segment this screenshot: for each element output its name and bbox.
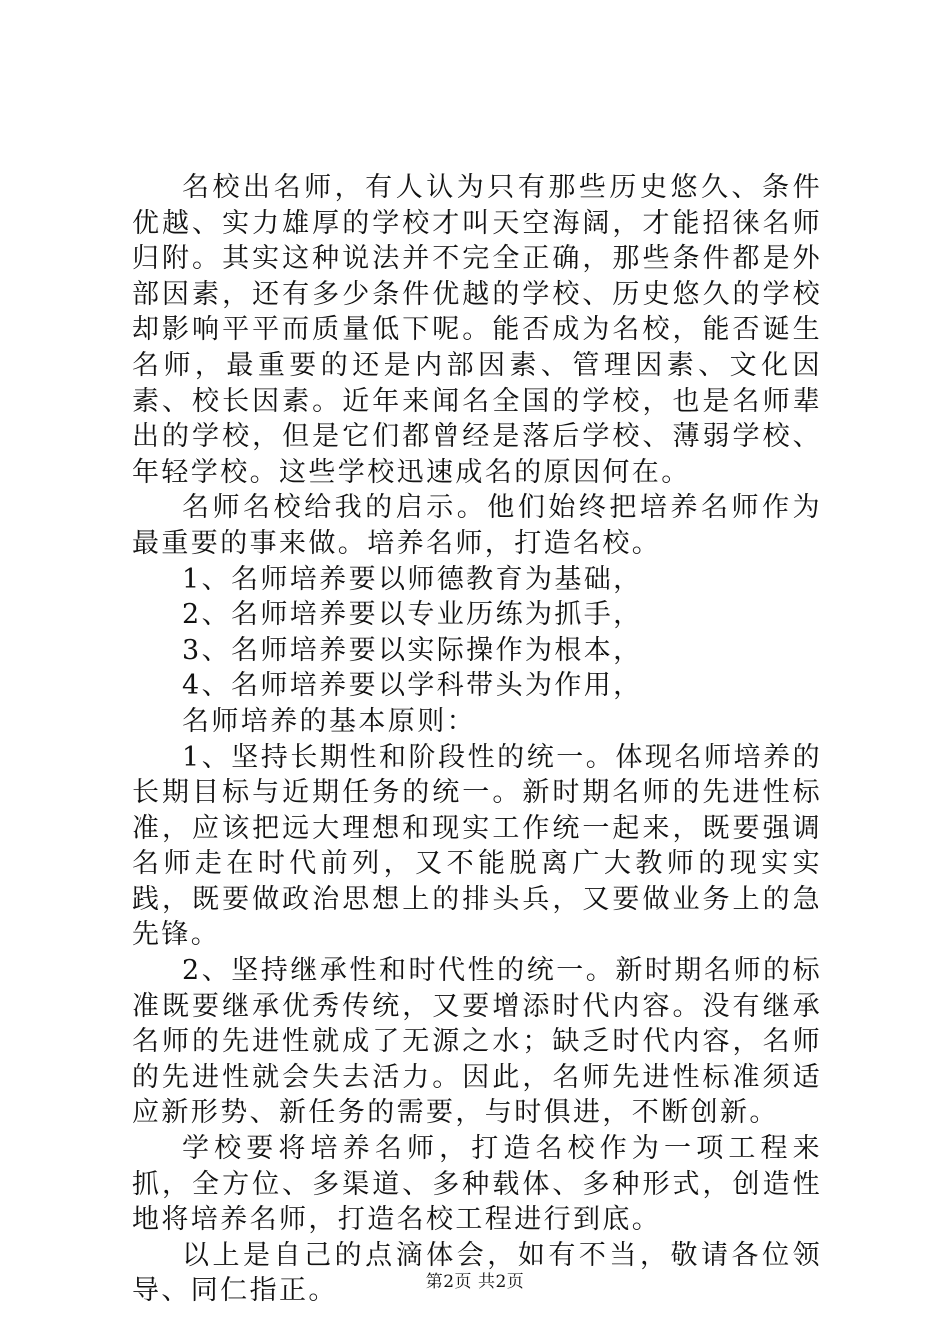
page-footer: 第2页 共2页	[425, 1272, 525, 1292]
principle-1: 1、坚持长期性和阶段性的统一。体现名师培养的长期目标与近期任务的统一。新时期名师的先进性标准，应该把远大理想和现实工作统一起来，既要强调名师走在时代前列，又不能脱离广大教师的现实实践，既要做政治思想上的排头兵，又要做业务上的急先锋。	[132, 741, 822, 951]
paragraph-closing: 以上是自己的点滴体会，如有不当，敬请各位领导、同仁指正。	[132, 1239, 822, 1307]
list-item-4: 4、名师培养要以学科带头为作用，	[182, 670, 643, 702]
paragraph-engineering: 学校要将培养名师，打造名校作为一项工程来抓，全方位、多渠道、多种载体、多种形式，创造性地将培养名师，打造名校工程进行到底。	[132, 1133, 822, 1236]
section-heading-principles: 名师培养的基本原则：	[182, 705, 476, 737]
paragraph-inspiration: 名师名校给我的启示。他们始终把培养名师作为最重要的事来做。培养名师，打造名校。	[132, 492, 822, 559]
list-item-1: 1、名师培养要以师德教育为基础，	[182, 563, 643, 595]
list-item-3: 3、名师培养要以实际操作为根本，	[182, 634, 643, 666]
principle-2: 2、坚持继承性和时代性的统一。新时期名师的标准既要继承优秀传统，又要增添时代内容。没有继承名师的先进性就成了无源之水；缺乏时代内容，名师的先进性就会失去活力。因此，名师先进性标准须适应新形势、新任务的需要，与时俱进，不断创新。	[132, 955, 822, 1129]
document-body	[132, 170, 822, 1309]
paragraph-intro: 名校出名师，有人认为只有那些历史悠久、条件优越、实力雄厚的学校才叫天空海阔，才能招徕名师归附。其实这种说法并不完全正确，那些条件都是外部因素，还有多少条件优越的学校、历史悠久的学校却影响平平而质量低下呢。能否成为名校，能否诞生名师，最重要的还是内部因素、管理因素、文化因素、校长因素。近年来闻名全国的学校，也是名师辈出的学校，但是它们都曾经是落后学校、薄弱学校、年轻学校。这些学校迅速成名的原因何在。	[132, 172, 822, 488]
list-item-2: 2、名师培养要以专业历练为抓手，	[182, 599, 643, 631]
